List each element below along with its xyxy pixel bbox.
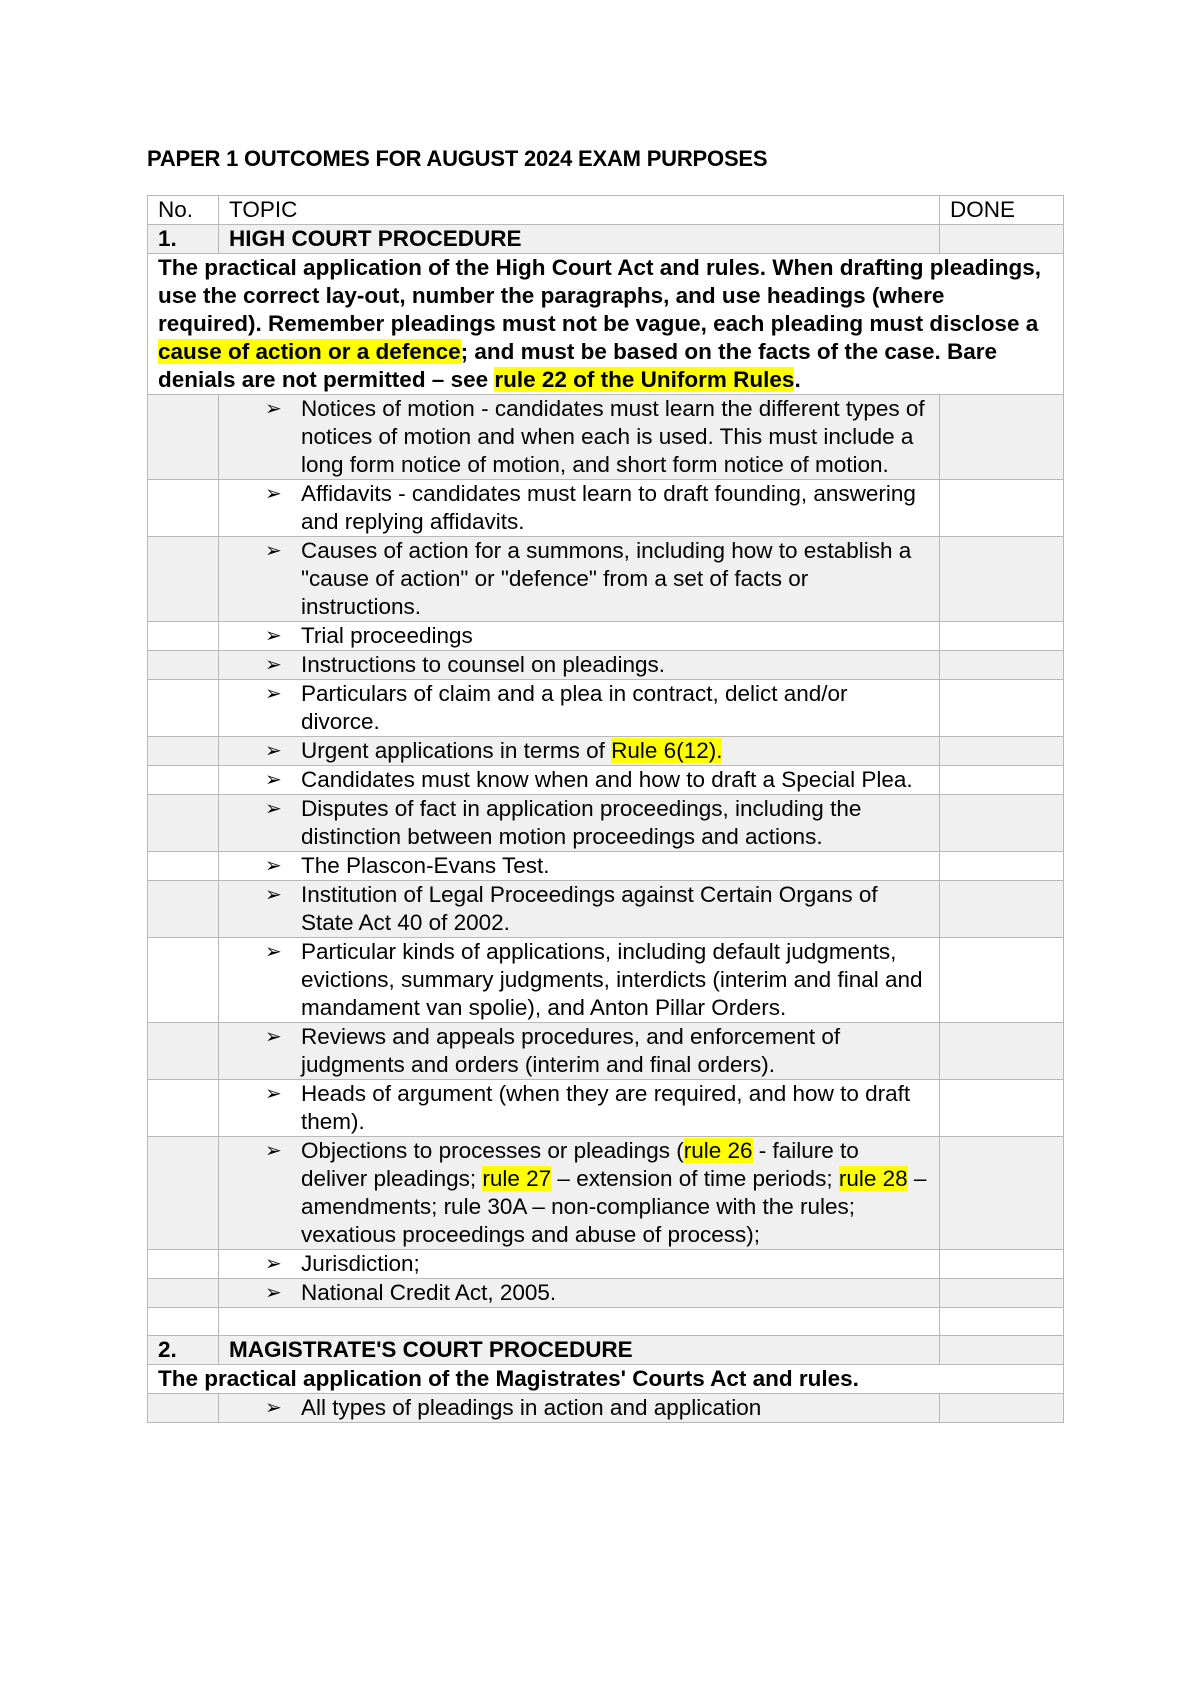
row-number-cell <box>148 852 219 881</box>
bullet-item <box>265 938 929 1022</box>
outcome-topic <box>219 852 940 881</box>
text-run: National Credit Act, 2005. <box>301 1280 557 1305</box>
outcome-topic <box>219 881 940 938</box>
outcome-text <box>301 795 929 851</box>
section-intro-row <box>148 1365 1064 1394</box>
done-cell[interactable] <box>940 1308 1064 1336</box>
arrowhead-bullet-icon: ➢ <box>265 798 282 820</box>
highlighted-text: rule 22 of the Uniform Rules <box>494 367 795 392</box>
done-cell[interactable] <box>940 225 1064 254</box>
highlighted-text: rule 27 <box>482 1166 552 1191</box>
done-cell[interactable] <box>940 1023 1064 1080</box>
text-run: Trial proceedings <box>301 623 473 648</box>
outcome-text <box>301 1137 929 1249</box>
arrowhead-bullet-icon: ➢ <box>265 1253 282 1275</box>
done-cell[interactable] <box>940 651 1064 680</box>
text-run: Institution of Legal Proceedings against Certain Organs of State Act 40 of 2002. <box>301 882 878 935</box>
outcome-topic <box>219 1080 940 1137</box>
text-run: Objections to processes or pleadings ( <box>301 1138 684 1163</box>
arrowhead-bullet-icon: ➢ <box>265 483 282 505</box>
empty-row <box>148 1308 1064 1336</box>
text-run: The practical application of the Magistrates' Courts Act and rules. <box>158 1366 859 1391</box>
row-number-cell <box>148 795 219 852</box>
outcome-row <box>148 1394 1064 1423</box>
outcome-topic <box>219 737 940 766</box>
header-row <box>148 196 1064 225</box>
arrowhead-bullet-icon: ➢ <box>265 683 282 705</box>
outcome-topic <box>219 938 940 1023</box>
highlighted-text: Rule 6(12). <box>611 738 723 763</box>
page-title: PAPER 1 OUTCOMES FOR AUGUST 2024 EXAM PURPOSES <box>147 146 768 171</box>
outcome-row <box>148 680 1064 737</box>
arrowhead-bullet-icon: ➢ <box>265 855 282 877</box>
header-topic: TOPIC <box>219 196 940 225</box>
header-no: No. <box>148 196 219 225</box>
text-run: Urgent applications in terms of <box>301 738 612 763</box>
text-run: Particulars of claim and a plea in contract, delict and/or divorce. <box>301 681 848 734</box>
outcome-topic <box>219 1279 940 1308</box>
outcome-text <box>301 737 722 765</box>
outcome-topic <box>219 1023 940 1080</box>
row-number-cell <box>148 622 219 651</box>
outcome-topic <box>219 537 940 622</box>
header-done: DONE <box>940 196 1064 225</box>
bullet-item <box>265 680 929 736</box>
row-number-cell <box>148 1137 219 1250</box>
text-run: The Plascon-Evans Test. <box>301 853 550 878</box>
text-run: ; and must be based on the facts of the case. Bare denials are not permitted – see <box>158 339 997 392</box>
outcome-topic <box>219 766 940 795</box>
section-intro <box>148 1365 1064 1394</box>
outcome-row <box>148 795 1064 852</box>
section-heading: HIGH COURT PROCEDURE <box>219 225 940 254</box>
outcome-row <box>148 537 1064 622</box>
outcome-row <box>148 1137 1064 1250</box>
section-number: 2. <box>148 1336 219 1365</box>
outcome-row <box>148 852 1064 881</box>
outcome-topic <box>219 395 940 480</box>
outcome-text <box>301 1250 420 1278</box>
bullet-item <box>265 395 929 479</box>
row-number-cell <box>148 1023 219 1080</box>
text-run: The practical application of the High Court Act and rules. When drafting pleadings, use the correct lay-out, number the paragraphs, and use headings (where required). Remember pleadings must not be vague, each pleading must disclose a <box>158 255 1041 336</box>
outcome-text <box>301 881 929 937</box>
outcome-topic <box>219 680 940 737</box>
row-number-cell <box>148 938 219 1023</box>
outcome-row <box>148 651 1064 680</box>
bullet-item <box>265 737 929 765</box>
done-cell[interactable] <box>940 1394 1064 1423</box>
section-number: 1. <box>148 225 219 254</box>
text-run: Reviews and appeals procedures, and enforcement of judgments and orders (interim and final orders). <box>301 1024 841 1077</box>
outcome-row <box>148 737 1064 766</box>
text-run: Candidates must know when and how to draft a Special Plea. <box>301 767 913 792</box>
highlighted-text: rule 26 <box>683 1138 753 1163</box>
done-cell[interactable] <box>940 1336 1064 1365</box>
text-run: All types of pleadings in action and application <box>301 1395 762 1420</box>
outcome-text <box>301 1023 929 1079</box>
arrowhead-bullet-icon: ➢ <box>265 654 282 676</box>
row-number-cell <box>148 537 219 622</box>
done-cell[interactable] <box>940 1250 1064 1279</box>
done-cell[interactable] <box>940 852 1064 881</box>
done-cell[interactable] <box>940 480 1064 537</box>
arrowhead-bullet-icon: ➢ <box>265 540 282 562</box>
outcome-topic <box>219 1250 940 1279</box>
outcome-row <box>148 766 1064 795</box>
text-run: . <box>794 367 801 392</box>
done-cell[interactable] <box>940 881 1064 938</box>
bullet-item <box>265 766 929 794</box>
outcomes-table-body <box>148 196 1064 1423</box>
section-heading: MAGISTRATE'S COURT PROCEDURE <box>219 1336 940 1365</box>
done-cell[interactable] <box>940 1137 1064 1250</box>
outcome-topic <box>219 622 940 651</box>
outcome-text <box>301 480 929 536</box>
outcome-topic <box>219 795 940 852</box>
done-cell[interactable] <box>940 680 1064 737</box>
outcome-text <box>301 766 913 794</box>
text-run: - failure to deliver pleadings; <box>301 1138 859 1191</box>
outcome-text <box>301 651 665 679</box>
section-intro-row <box>148 254 1064 395</box>
section-heading-row <box>148 225 1064 254</box>
bullet-item <box>265 1279 929 1307</box>
outcome-topic <box>219 651 940 680</box>
bullet-item <box>265 480 929 536</box>
outcome-text <box>301 1279 556 1307</box>
section-intro <box>148 254 1064 395</box>
row-number-cell <box>148 737 219 766</box>
arrowhead-bullet-icon: ➢ <box>265 625 282 647</box>
outcome-text <box>301 938 929 1022</box>
arrowhead-bullet-icon: ➢ <box>265 1140 282 1162</box>
outcome-text <box>301 622 473 650</box>
row-number-cell <box>148 881 219 938</box>
row-number-cell <box>148 1080 219 1137</box>
arrowhead-bullet-icon: ➢ <box>265 1397 282 1419</box>
bullet-item <box>265 795 929 851</box>
outcome-text <box>301 680 929 736</box>
bullet-item <box>265 1250 929 1278</box>
outcome-topic <box>219 1137 940 1250</box>
outcome-row <box>148 622 1064 651</box>
row-number-cell <box>148 651 219 680</box>
done-cell[interactable] <box>940 622 1064 651</box>
row-number-cell <box>148 1279 219 1308</box>
outcome-row <box>148 480 1064 537</box>
outcome-text <box>301 1080 929 1136</box>
outcome-text <box>301 852 549 880</box>
arrowhead-bullet-icon: ➢ <box>265 1026 282 1048</box>
done-cell[interactable] <box>940 737 1064 766</box>
done-cell[interactable] <box>940 1080 1064 1137</box>
done-cell[interactable] <box>940 795 1064 852</box>
bullet-item <box>265 1080 929 1136</box>
done-cell[interactable] <box>940 766 1064 795</box>
outcome-row <box>148 1023 1064 1080</box>
bullet-item <box>265 1394 929 1422</box>
empty-cell <box>219 1308 940 1336</box>
arrowhead-bullet-icon: ➢ <box>265 740 282 762</box>
outcome-topic <box>219 1394 940 1423</box>
outcome-row <box>148 881 1064 938</box>
text-run: Causes of action for a summons, including how to establish a "cause of action" or "defence" from a set of facts or instructions. <box>301 538 912 619</box>
done-cell[interactable] <box>940 938 1064 1023</box>
row-number-cell <box>148 395 219 480</box>
bullet-item <box>265 651 929 679</box>
row-number-cell <box>148 1394 219 1423</box>
text-run: – extension of time periods; <box>551 1166 839 1191</box>
done-cell[interactable] <box>940 1279 1064 1308</box>
outcome-row <box>148 1250 1064 1279</box>
arrowhead-bullet-icon: ➢ <box>265 884 282 906</box>
row-number-cell <box>148 480 219 537</box>
highlighted-text: rule 28 <box>838 1166 908 1191</box>
outcome-row <box>148 1080 1064 1137</box>
bullet-item <box>265 881 929 937</box>
bullet-item <box>265 1023 929 1079</box>
text-run: Particular kinds of applications, including default judgments, evictions, summary judgments, interdicts (interim and final and mandament van spolie), and Anton Pillar Orders. <box>301 939 923 1020</box>
arrowhead-bullet-icon: ➢ <box>265 1083 282 1105</box>
arrowhead-bullet-icon: ➢ <box>265 941 282 963</box>
row-number-cell <box>148 1250 219 1279</box>
arrowhead-bullet-icon: ➢ <box>265 398 282 420</box>
text-run: Disputes of fact in application proceedings, including the distinction between motion proceedings and actions. <box>301 796 862 849</box>
bullet-item <box>265 852 929 880</box>
row-number-cell <box>148 766 219 795</box>
outcome-text <box>301 537 929 621</box>
outcome-text <box>301 1394 761 1422</box>
arrowhead-bullet-icon: ➢ <box>265 1282 282 1304</box>
highlighted-text: cause of action or a defence <box>158 339 461 364</box>
row-number-cell <box>148 680 219 737</box>
done-cell[interactable] <box>940 395 1064 480</box>
bullet-item <box>265 1137 929 1249</box>
bullet-item <box>265 622 929 650</box>
outcome-row <box>148 395 1064 480</box>
text-run: Notices of motion - candidates must learn the different types of notices of motion and when each is used. This must include a long form notice of motion, and short form notice of motion. <box>301 396 925 477</box>
bullet-item <box>265 537 929 621</box>
outcome-row <box>148 1279 1064 1308</box>
section-heading-row <box>148 1336 1064 1365</box>
outcome-text <box>301 395 929 479</box>
text-run: Heads of argument (when they are required, and how to draft them). <box>301 1081 911 1134</box>
outcome-row <box>148 938 1064 1023</box>
outcomes-table <box>147 195 1064 1423</box>
text-run: – amendments; rule 30A – non-compliance with the rules; vexatious proceedings and abuse of process); <box>301 1166 927 1247</box>
arrowhead-bullet-icon: ➢ <box>265 769 282 791</box>
done-cell[interactable] <box>940 537 1064 622</box>
outcome-topic <box>219 480 940 537</box>
text-run: Jurisdiction; <box>301 1251 420 1276</box>
text-run: Instructions to counsel on pleadings. <box>301 652 665 677</box>
empty-cell <box>148 1308 219 1336</box>
text-run: Affidavits - candidates must learn to draft founding, answering and replying affidavits. <box>301 481 916 534</box>
